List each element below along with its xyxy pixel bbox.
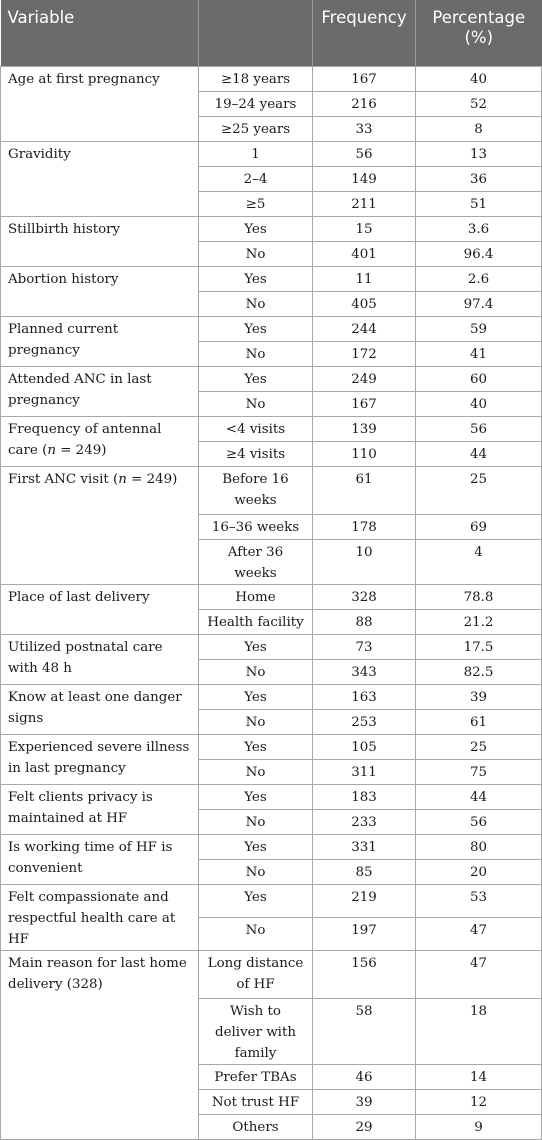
percentage-cell: 36	[416, 167, 542, 192]
variable-label: Utilized postnatal care with 48 h	[8, 640, 163, 676]
frequency-cell: 328	[313, 585, 416, 610]
frequency-cell: 58	[313, 999, 416, 1065]
variable-label: Stillbirth history	[8, 222, 121, 237]
variable-cell	[1, 217, 199, 267]
frequency-cell: 178	[313, 515, 416, 540]
variable-label: Know at least one danger signs	[8, 690, 182, 726]
category-cell: Others	[199, 1115, 313, 1140]
category-cell: Yes	[199, 685, 313, 710]
percentage-cell: 41	[416, 342, 542, 367]
table-row	[1, 635, 542, 660]
percentage-cell: 47	[416, 951, 542, 999]
variable-cell	[1, 467, 199, 585]
percentage-cell: 47	[416, 918, 542, 951]
percentage-cell: 25	[416, 467, 542, 515]
frequency-cell: 167	[313, 67, 416, 92]
category-cell: Wish to deliver with family	[199, 999, 313, 1065]
category-cell: ≥25 years	[199, 117, 313, 142]
percentage-cell: 4	[416, 540, 542, 585]
frequency-cell: 11	[313, 267, 416, 292]
percentage-cell: 44	[416, 442, 542, 467]
category-cell: 2–4	[199, 167, 313, 192]
header-frequency: Frequency	[313, 0, 416, 67]
table-row	[1, 217, 542, 242]
category-cell: Yes	[199, 885, 313, 918]
frequency-cell: 216	[313, 92, 416, 117]
table-row	[1, 951, 542, 999]
frequency-cell: 401	[313, 242, 416, 267]
category-cell: Yes	[199, 785, 313, 810]
header-row	[1, 0, 542, 67]
percentage-cell: 17.5	[416, 635, 542, 660]
frequency-cell: 56	[313, 142, 416, 167]
variable-note: (n = 249)	[113, 472, 178, 487]
variable-label: Experienced severe illness in last pregnancy	[8, 740, 190, 776]
frequency-cell: 61	[313, 467, 416, 515]
percentage-cell: 40	[416, 392, 542, 417]
variable-cell	[1, 735, 199, 785]
category-cell: No	[199, 292, 313, 317]
variable-note: (n = 249)	[42, 443, 107, 458]
frequency-cell: 311	[313, 760, 416, 785]
category-cell: No	[199, 392, 313, 417]
percentage-cell: 69	[416, 515, 542, 540]
category-cell: No	[199, 710, 313, 735]
category-cell: Yes	[199, 217, 313, 242]
frequency-cell: 343	[313, 660, 416, 685]
table-row	[1, 267, 542, 292]
category-cell: Not trust HF	[199, 1090, 313, 1115]
category-cell: No	[199, 660, 313, 685]
frequency-cell: 88	[313, 610, 416, 635]
variable-label: Place of last delivery	[8, 590, 150, 605]
table-row	[1, 67, 542, 92]
percentage-cell: 97.4	[416, 292, 542, 317]
category-cell: No	[199, 242, 313, 267]
category-cell: Yes	[199, 635, 313, 660]
frequency-cell: 15	[313, 217, 416, 242]
variable-label: Planned current pregnancy	[8, 322, 119, 358]
table-row	[1, 585, 542, 610]
frequency-cell: 183	[313, 785, 416, 810]
frequency-cell: 167	[313, 392, 416, 417]
frequency-cell: 211	[313, 192, 416, 217]
category-cell: Yes	[199, 267, 313, 292]
variable-cell	[1, 885, 199, 951]
percentage-cell: 80	[416, 835, 542, 860]
variable-cell	[1, 685, 199, 735]
percentage-cell: 3.6	[416, 217, 542, 242]
variable-cell	[1, 585, 199, 635]
frequency-cell: 244	[313, 317, 416, 342]
percentage-cell: 51	[416, 192, 542, 217]
percentage-cell: 25	[416, 735, 542, 760]
variable-cell	[1, 367, 199, 417]
variable-label: Age at first pregnancy	[8, 72, 160, 87]
frequency-cell: 46	[313, 1065, 416, 1090]
variable-cell	[1, 142, 199, 217]
variable-label: Felt compassionate and respectful health care at HF	[8, 890, 176, 947]
category-cell: ≥5	[199, 192, 313, 217]
category-cell: 16–36 weeks	[199, 515, 313, 540]
header-category	[199, 0, 313, 67]
variable-label: Gravidity	[8, 147, 71, 162]
variable-label: First ANC visit	[8, 472, 109, 487]
frequency-cell: 249	[313, 367, 416, 392]
percentage-cell: 12	[416, 1090, 542, 1115]
category-cell: <4 visits	[199, 417, 313, 442]
frequency-cell: 29	[313, 1115, 416, 1140]
category-cell: After 36 weeks	[199, 540, 313, 585]
category-cell: 1	[199, 142, 313, 167]
frequency-cell: 110	[313, 442, 416, 467]
percentage-cell: 14	[416, 1065, 542, 1090]
table-row	[1, 785, 542, 810]
variable-cell	[1, 317, 199, 367]
table-row	[1, 142, 542, 167]
percentage-cell: 61	[416, 710, 542, 735]
percentage-cell: 39	[416, 685, 542, 710]
category-cell: Long distance of HF	[199, 951, 313, 999]
frequency-cell: 163	[313, 685, 416, 710]
category-cell: 19–24 years	[199, 92, 313, 117]
table-header	[1, 0, 542, 67]
variable-label: Is working time of HF is convenient	[8, 840, 173, 876]
percentage-cell: 2.6	[416, 267, 542, 292]
variable-cell	[1, 67, 199, 142]
category-cell: Health facility	[199, 610, 313, 635]
category-cell: Prefer TBAs	[199, 1065, 313, 1090]
table-row	[1, 835, 542, 860]
variable-cell	[1, 635, 199, 685]
percentage-cell: 44	[416, 785, 542, 810]
percentage-cell: 8	[416, 117, 542, 142]
frequency-cell: 253	[313, 710, 416, 735]
category-cell: Yes	[199, 317, 313, 342]
variable-label: Abortion history	[8, 272, 119, 287]
header-percentage: Percentage (%)	[416, 0, 542, 67]
percentage-cell: 9	[416, 1115, 542, 1140]
category-cell: No	[199, 760, 313, 785]
frequency-cell: 197	[313, 918, 416, 951]
percentage-cell: 13	[416, 142, 542, 167]
frequency-cell: 33	[313, 117, 416, 142]
frequency-cell: 73	[313, 635, 416, 660]
category-cell: Home	[199, 585, 313, 610]
variable-label: Main reason for last home delivery (328)	[8, 956, 187, 992]
category-cell: ≥4 visits	[199, 442, 313, 467]
table-row	[1, 467, 542, 515]
frequency-cell: 85	[313, 860, 416, 885]
percentage-cell: 56	[416, 417, 542, 442]
variable-cell	[1, 951, 199, 1140]
percentage-cell: 78.8	[416, 585, 542, 610]
table-row	[1, 885, 542, 918]
variable-cell	[1, 267, 199, 317]
variable-cell	[1, 835, 199, 885]
frequency-cell: 39	[313, 1090, 416, 1115]
category-cell: No	[199, 342, 313, 367]
frequency-cell: 139	[313, 417, 416, 442]
frequency-cell: 149	[313, 167, 416, 192]
percentage-cell: 20	[416, 860, 542, 885]
category-cell: No	[199, 860, 313, 885]
table-row	[1, 417, 542, 442]
header-variable: Variable	[1, 0, 199, 67]
percentage-cell: 59	[416, 317, 542, 342]
frequency-cell: 10	[313, 540, 416, 585]
percentage-cell: 75	[416, 760, 542, 785]
percentage-cell: 96.4	[416, 242, 542, 267]
percentage-cell: 53	[416, 885, 542, 918]
frequency-cell: 172	[313, 342, 416, 367]
category-cell: Before 16 weeks	[199, 467, 313, 515]
percentage-cell: 56	[416, 810, 542, 835]
variable-cell	[1, 785, 199, 835]
frequency-cell: 219	[313, 885, 416, 918]
percentage-cell: 21.2	[416, 610, 542, 635]
percentage-cell: 52	[416, 92, 542, 117]
variable-label: Frequency of antennal care	[8, 422, 162, 458]
percentage-cell: 40	[416, 67, 542, 92]
frequency-cell: 156	[313, 951, 416, 999]
table-row	[1, 367, 542, 392]
frequency-cell: 105	[313, 735, 416, 760]
table-row	[1, 735, 542, 760]
frequency-cell: 331	[313, 835, 416, 860]
frequency-cell: 233	[313, 810, 416, 835]
percentage-cell: 18	[416, 999, 542, 1065]
frequency-cell: 405	[313, 292, 416, 317]
category-cell: ≥18 years	[199, 67, 313, 92]
percentage-cell: 82.5	[416, 660, 542, 685]
category-cell: No	[199, 918, 313, 951]
category-cell: Yes	[199, 367, 313, 392]
category-cell: No	[199, 810, 313, 835]
table-body	[1, 67, 542, 1140]
category-cell: Yes	[199, 835, 313, 860]
variable-cell	[1, 417, 199, 467]
variable-label: Felt clients privacy is maintained at HF	[8, 790, 153, 826]
percentage-cell: 60	[416, 367, 542, 392]
variable-label: Attended ANC in last pregnancy	[8, 372, 152, 408]
category-cell: Yes	[199, 735, 313, 760]
table-row	[1, 685, 542, 710]
table-row	[1, 317, 542, 342]
